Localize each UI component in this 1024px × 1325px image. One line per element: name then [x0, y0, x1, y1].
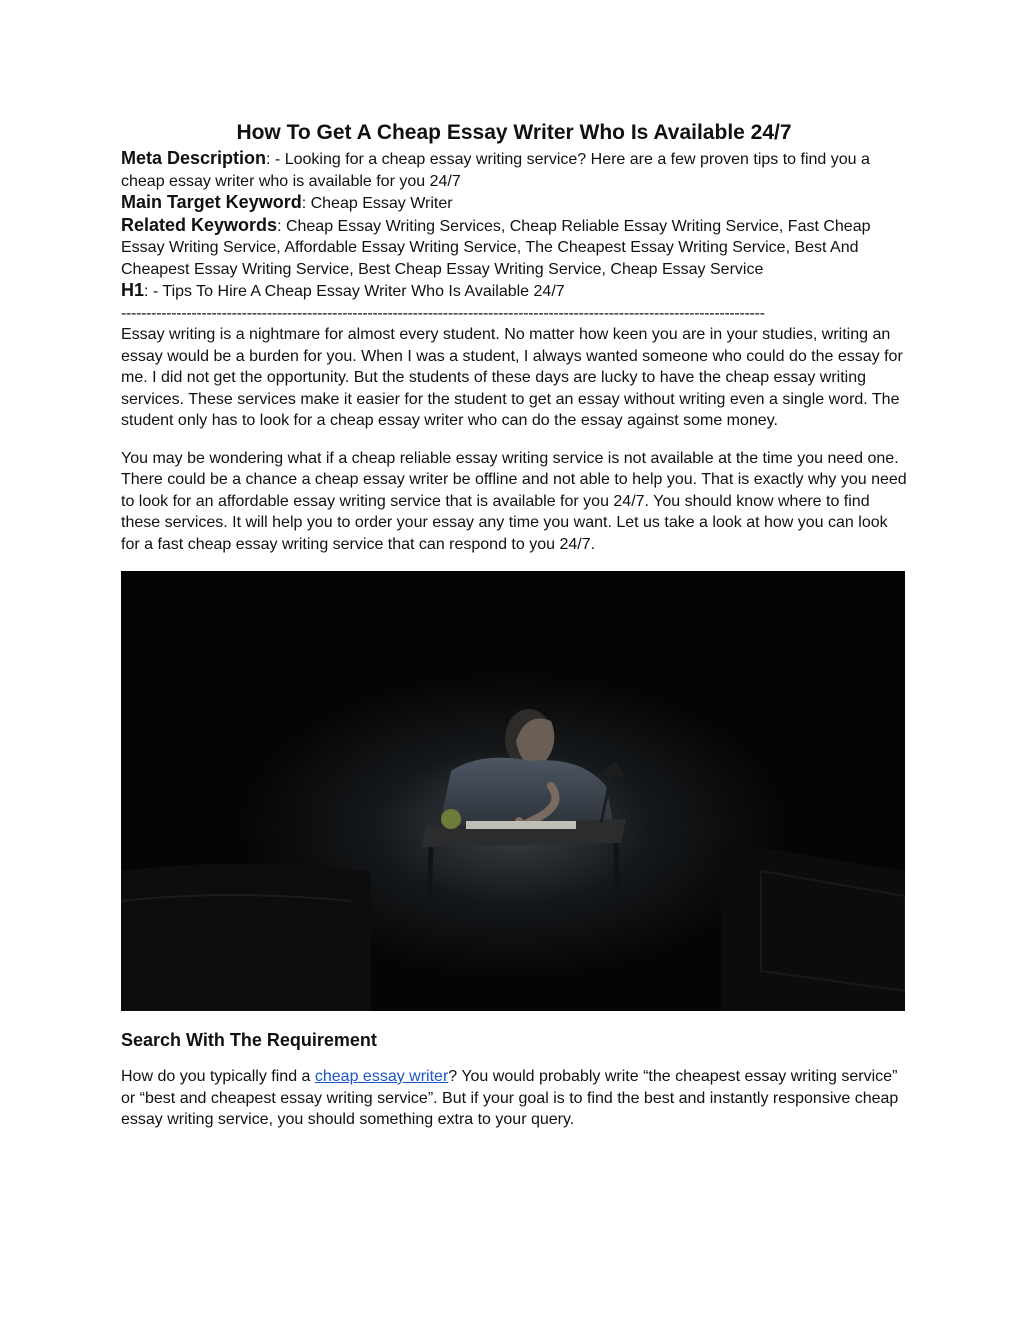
cheap-essay-writer-link[interactable]: cheap essay writer [314, 1068, 449, 1085]
main-keyword-text: : Cheap Essay Writer [301, 195, 453, 212]
related-keywords-label: Related Keywords [121, 214, 278, 235]
related-keywords-text: : Cheap Essay Writing Services, Cheap Reliable Essay Writing Service, Fast Cheap Essay Writing Service, Affordable Essay Writing Service, The Cheapest Essay Writing Service, Best And Cheapest Essay Writing Service, Best Cheap Essay Writing Service, Cheap Essay Service [121, 217, 871, 278]
paragraph-availability: You may be wondering what if a cheap reliable essay writing service is not available at the time you need one. There could be a chance a cheap essay writer be offline and not able to help you. That is exactly why you need to look for an affordable essay writing service that is available for you 24/7. You should know where to find these services. It will help you to order your essay any time you want. Let us take a look at how you can look for a fast cheap essay writing service that can respond to you 24/7. [121, 449, 907, 553]
h1-line [121, 280, 907, 303]
related-keywords [121, 215, 907, 281]
paragraph-intro: Essay writing is a nightmare for almost every student. No matter how keen you are in your studies, writing an essay would be a burden for you. When I was a student, I always wanted someone who could do the essay for me. I did not get the opportunity. But the students of these days are lucky to have the cheap essay writing services. These services make it easier for the student to get an essay without writing even a single word. The student only has to look for a cheap essay writer who can do the essay against some money. [121, 326, 903, 429]
document-title: How To Get A Cheap Essay Writer Who Is Available 24/7 [236, 121, 792, 144]
separator-line: -------------------------------------------------------------------------------------------------------------------------------- [121, 304, 765, 322]
h1-label: H1 [121, 280, 145, 300]
paragraph-search [121, 1066, 907, 1131]
meta-description-text: : - Looking for a cheap essay writing service? Here are a few proven tips to find you a cheap essay writer who is available for you 24/7 [121, 151, 870, 190]
paragraph-search-before: How do you typically find a [121, 1068, 315, 1085]
main-keyword-label: Main Target Keyword [121, 192, 302, 212]
document-content [121, 118, 907, 1147]
meta-description-label: Meta Description [121, 148, 267, 168]
meta-description [121, 148, 907, 192]
h1-text: : - Tips To Hire A Cheap Essay Writer Who Is Available 24/7 [144, 283, 565, 300]
paragraph-search-after: ? You would probably write “the cheapest essay writing service” or “best and cheapest essay writing service”. But if your goal is to find the best and instantly responsive cheap essay writing service, you should something extra to your query. [121, 1068, 899, 1128]
section-heading: Search With The Requirement [121, 1030, 377, 1050]
student-writing-photo [121, 571, 905, 1011]
main-keyword [121, 192, 907, 215]
